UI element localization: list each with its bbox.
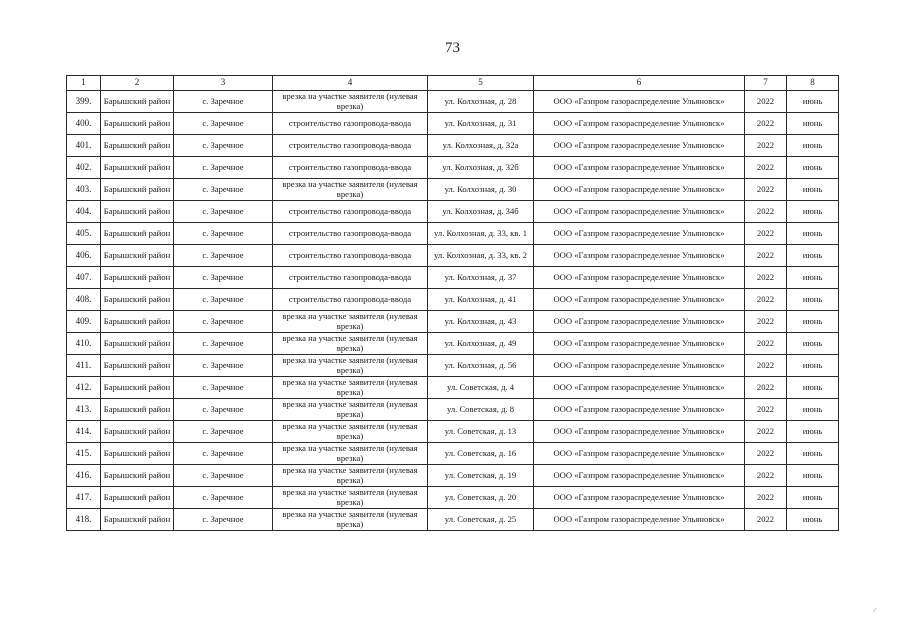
locality-cell: с. Заречное — [174, 267, 273, 289]
work-type-cell: строительство газопровода-ввода — [273, 289, 428, 311]
locality-cell: с. Заречное — [174, 311, 273, 333]
row-number-cell: 418. — [67, 509, 101, 531]
month-cell: июнь — [787, 201, 839, 223]
organization-cell: ООО «Газпром газораспределение Ульяновск» — [534, 355, 745, 377]
year-cell: 2022 — [745, 399, 787, 421]
year-cell: 2022 — [745, 289, 787, 311]
work-type-cell: врезка на участке заявителя (нулевая врезка) — [273, 487, 428, 509]
year-cell: 2022 — [745, 267, 787, 289]
address-cell: ул. Колхозная, д. 41 — [428, 289, 534, 311]
table-row — [67, 487, 839, 509]
table-row — [67, 399, 839, 421]
month-cell: июнь — [787, 333, 839, 355]
table-row — [67, 245, 839, 267]
district-cell: Барышский район — [101, 487, 174, 509]
work-type-cell: строительство газопровода-ввода — [273, 135, 428, 157]
table-row — [67, 267, 839, 289]
table-row — [67, 179, 839, 201]
work-type-cell: врезка на участке заявителя (нулевая врезка) — [273, 377, 428, 399]
row-number-cell: 406. — [67, 245, 101, 267]
organization-cell: ООО «Газпром газораспределение Ульяновск» — [534, 157, 745, 179]
row-number-cell: 412. — [67, 377, 101, 399]
table-row — [67, 509, 839, 531]
address-cell: ул. Колхозная, д. 28 — [428, 91, 534, 113]
year-cell: 2022 — [745, 443, 787, 465]
district-cell: Барышский район — [101, 135, 174, 157]
address-cell: ул. Колхозная, д. 30 — [428, 179, 534, 201]
locality-cell: с. Заречное — [174, 289, 273, 311]
month-cell: июнь — [787, 311, 839, 333]
organization-cell: ООО «Газпром газораспределение Ульяновск» — [534, 311, 745, 333]
column-header: 7 — [745, 76, 787, 91]
month-cell: июнь — [787, 135, 839, 157]
year-cell: 2022 — [745, 135, 787, 157]
locality-cell: с. Заречное — [174, 333, 273, 355]
organization-cell: ООО «Газпром газораспределение Ульяновск» — [534, 421, 745, 443]
table-row — [67, 311, 839, 333]
district-cell: Барышский район — [101, 377, 174, 399]
row-number-cell: 415. — [67, 443, 101, 465]
locality-cell: с. Заречное — [174, 465, 273, 487]
district-cell: Барышский район — [101, 421, 174, 443]
table-row — [67, 333, 839, 355]
table-row — [67, 355, 839, 377]
address-cell: ул. Советская, д. 19 — [428, 465, 534, 487]
column-header: 5 — [428, 76, 534, 91]
year-cell: 2022 — [745, 487, 787, 509]
organization-cell: ООО «Газпром газораспределение Ульяновск» — [534, 399, 745, 421]
month-cell: июнь — [787, 355, 839, 377]
year-cell: 2022 — [745, 91, 787, 113]
district-cell: Барышский район — [101, 201, 174, 223]
year-cell: 2022 — [745, 113, 787, 135]
address-cell: ул. Колхозная, д. 33, кв. 1 — [428, 223, 534, 245]
district-cell: Барышский район — [101, 267, 174, 289]
table-row — [67, 113, 839, 135]
organization-cell: ООО «Газпром газораспределение Ульяновск» — [534, 465, 745, 487]
work-type-cell: строительство газопровода-ввода — [273, 157, 428, 179]
row-number-cell: 403. — [67, 179, 101, 201]
address-cell: ул. Советская, д. 8 — [428, 399, 534, 421]
table-row — [67, 135, 839, 157]
work-type-cell: строительство газопровода-ввода — [273, 267, 428, 289]
work-schedule-table — [66, 75, 839, 531]
table-row — [67, 91, 839, 113]
locality-cell: с. Заречное — [174, 421, 273, 443]
locality-cell: с. Заречное — [174, 245, 273, 267]
month-cell: июнь — [787, 289, 839, 311]
year-cell: 2022 — [745, 333, 787, 355]
work-type-cell: строительство газопровода-ввода — [273, 245, 428, 267]
month-cell: июнь — [787, 377, 839, 399]
year-cell: 2022 — [745, 157, 787, 179]
table-row — [67, 223, 839, 245]
row-number-cell: 405. — [67, 223, 101, 245]
district-cell: Барышский район — [101, 465, 174, 487]
table-row — [67, 421, 839, 443]
row-number-cell: 407. — [67, 267, 101, 289]
organization-cell: ООО «Газпром газораспределение Ульяновск» — [534, 245, 745, 267]
locality-cell: с. Заречное — [174, 113, 273, 135]
district-cell: Барышский район — [101, 289, 174, 311]
row-number-cell: 404. — [67, 201, 101, 223]
organization-cell: ООО «Газпром газораспределение Ульяновск» — [534, 179, 745, 201]
locality-cell: с. Заречное — [174, 509, 273, 531]
locality-cell: с. Заречное — [174, 157, 273, 179]
organization-cell: ООО «Газпром газораспределение Ульяновск» — [534, 487, 745, 509]
district-cell: Барышский район — [101, 223, 174, 245]
row-number-cell: 416. — [67, 465, 101, 487]
table-body — [67, 76, 839, 531]
column-header: 2 — [101, 76, 174, 91]
table-header-row — [67, 76, 839, 91]
organization-cell: ООО «Газпром газораспределение Ульяновск» — [534, 443, 745, 465]
locality-cell: с. Заречное — [174, 487, 273, 509]
locality-cell: с. Заречное — [174, 223, 273, 245]
district-cell: Барышский район — [101, 157, 174, 179]
address-cell: ул. Советская, д. 4 — [428, 377, 534, 399]
district-cell: Барышский район — [101, 311, 174, 333]
address-cell: ул. Советская, д. 20 — [428, 487, 534, 509]
organization-cell: ООО «Газпром газораспределение Ульяновск» — [534, 223, 745, 245]
district-cell: Барышский район — [101, 113, 174, 135]
month-cell: июнь — [787, 157, 839, 179]
district-cell: Барышский район — [101, 399, 174, 421]
month-cell: июнь — [787, 465, 839, 487]
organization-cell: ООО «Газпром газораспределение Ульяновск» — [534, 289, 745, 311]
work-type-cell: врезка на участке заявителя (нулевая врезка) — [273, 333, 428, 355]
locality-cell: с. Заречное — [174, 377, 273, 399]
work-type-cell: врезка на участке заявителя (нулевая врезка) — [273, 443, 428, 465]
scan-mark: ⸝ — [872, 603, 877, 614]
organization-cell: ООО «Газпром газораспределение Ульяновск» — [534, 509, 745, 531]
column-header: 3 — [174, 76, 273, 91]
locality-cell: с. Заречное — [174, 91, 273, 113]
address-cell: ул. Колхозная, д. 31 — [428, 113, 534, 135]
row-number-cell: 411. — [67, 355, 101, 377]
address-cell: ул. Колхозная, д. 56 — [428, 355, 534, 377]
row-number-cell: 410. — [67, 333, 101, 355]
district-cell: Барышский район — [101, 443, 174, 465]
month-cell: июнь — [787, 487, 839, 509]
row-number-cell: 400. — [67, 113, 101, 135]
year-cell: 2022 — [745, 421, 787, 443]
page-number: 73 — [445, 40, 460, 56]
organization-cell: ООО «Газпром газораспределение Ульяновск» — [534, 201, 745, 223]
organization-cell: ООО «Газпром газораспределение Ульяновск» — [534, 377, 745, 399]
year-cell: 2022 — [745, 509, 787, 531]
address-cell: ул. Колхозная, д. 37 — [428, 267, 534, 289]
row-number-cell: 417. — [67, 487, 101, 509]
month-cell: июнь — [787, 91, 839, 113]
organization-cell: ООО «Газпром газораспределение Ульяновск» — [534, 91, 745, 113]
table-row — [67, 443, 839, 465]
year-cell: 2022 — [745, 223, 787, 245]
work-type-cell: строительство газопровода-ввода — [273, 113, 428, 135]
locality-cell: с. Заречное — [174, 135, 273, 157]
row-number-cell: 402. — [67, 157, 101, 179]
organization-cell: ООО «Газпром газораспределение Ульяновск» — [534, 113, 745, 135]
column-header: 1 — [67, 76, 101, 91]
table-row — [67, 201, 839, 223]
month-cell: июнь — [787, 223, 839, 245]
locality-cell: с. Заречное — [174, 179, 273, 201]
row-number-cell: 413. — [67, 399, 101, 421]
column-header: 4 — [273, 76, 428, 91]
month-cell: июнь — [787, 421, 839, 443]
work-type-cell: врезка на участке заявителя (нулевая врезка) — [273, 465, 428, 487]
month-cell: июнь — [787, 113, 839, 135]
month-cell: июнь — [787, 267, 839, 289]
district-cell: Барышский район — [101, 509, 174, 531]
locality-cell: с. Заречное — [174, 201, 273, 223]
work-type-cell: врезка на участке заявителя (нулевая врезка) — [273, 399, 428, 421]
row-number-cell: 399. — [67, 91, 101, 113]
year-cell: 2022 — [745, 179, 787, 201]
address-cell: ул. Советская, д. 13 — [428, 421, 534, 443]
locality-cell: с. Заречное — [174, 443, 273, 465]
organization-cell: ООО «Газпром газораспределение Ульяновск» — [534, 267, 745, 289]
year-cell: 2022 — [745, 465, 787, 487]
work-type-cell: врезка на участке заявителя (нулевая врезка) — [273, 311, 428, 333]
month-cell: июнь — [787, 245, 839, 267]
address-cell: ул. Советская, д. 25 — [428, 509, 534, 531]
work-type-cell: врезка на участке заявителя (нулевая врезка) — [273, 421, 428, 443]
address-cell: ул. Колхозная, д. 32а — [428, 135, 534, 157]
row-number-cell: 408. — [67, 289, 101, 311]
work-type-cell: врезка на участке заявителя (нулевая врезка) — [273, 355, 428, 377]
work-type-cell: врезка на участке заявителя (нулевая врезка) — [273, 509, 428, 531]
year-cell: 2022 — [745, 377, 787, 399]
year-cell: 2022 — [745, 311, 787, 333]
year-cell: 2022 — [745, 245, 787, 267]
district-cell: Барышский район — [101, 333, 174, 355]
organization-cell: ООО «Газпром газораспределение Ульяновск» — [534, 135, 745, 157]
address-cell: ул. Колхозная, д. 49 — [428, 333, 534, 355]
address-cell: ул. Советская, д. 16 — [428, 443, 534, 465]
column-header: 6 — [534, 76, 745, 91]
locality-cell: с. Заречное — [174, 355, 273, 377]
work-type-cell: врезка на участке заявителя (нулевая врезка) — [273, 179, 428, 201]
district-cell: Барышский район — [101, 91, 174, 113]
table-row — [67, 465, 839, 487]
year-cell: 2022 — [745, 201, 787, 223]
row-number-cell: 414. — [67, 421, 101, 443]
address-cell: ул. Колхозная, д. 32б — [428, 157, 534, 179]
district-cell: Барышский район — [101, 355, 174, 377]
address-cell: ул. Колхозная, д. 33, кв. 2 — [428, 245, 534, 267]
column-header: 8 — [787, 76, 839, 91]
work-type-cell: врезка на участке заявителя (нулевая врезка) — [273, 91, 428, 113]
address-cell: ул. Колхозная, д. 34б — [428, 201, 534, 223]
year-cell: 2022 — [745, 355, 787, 377]
month-cell: июнь — [787, 399, 839, 421]
table-row — [67, 289, 839, 311]
month-cell: июнь — [787, 443, 839, 465]
district-cell: Барышский район — [101, 179, 174, 201]
row-number-cell: 409. — [67, 311, 101, 333]
work-type-cell: строительство газопровода-ввода — [273, 223, 428, 245]
table-row — [67, 157, 839, 179]
address-cell: ул. Колхозная, д. 43 — [428, 311, 534, 333]
row-number-cell: 401. — [67, 135, 101, 157]
organization-cell: ООО «Газпром газораспределение Ульяновск» — [534, 333, 745, 355]
month-cell: июнь — [787, 179, 839, 201]
table-row — [67, 377, 839, 399]
locality-cell: с. Заречное — [174, 399, 273, 421]
district-cell: Барышский район — [101, 245, 174, 267]
month-cell: июнь — [787, 509, 839, 531]
work-type-cell: строительство газопровода-ввода — [273, 201, 428, 223]
